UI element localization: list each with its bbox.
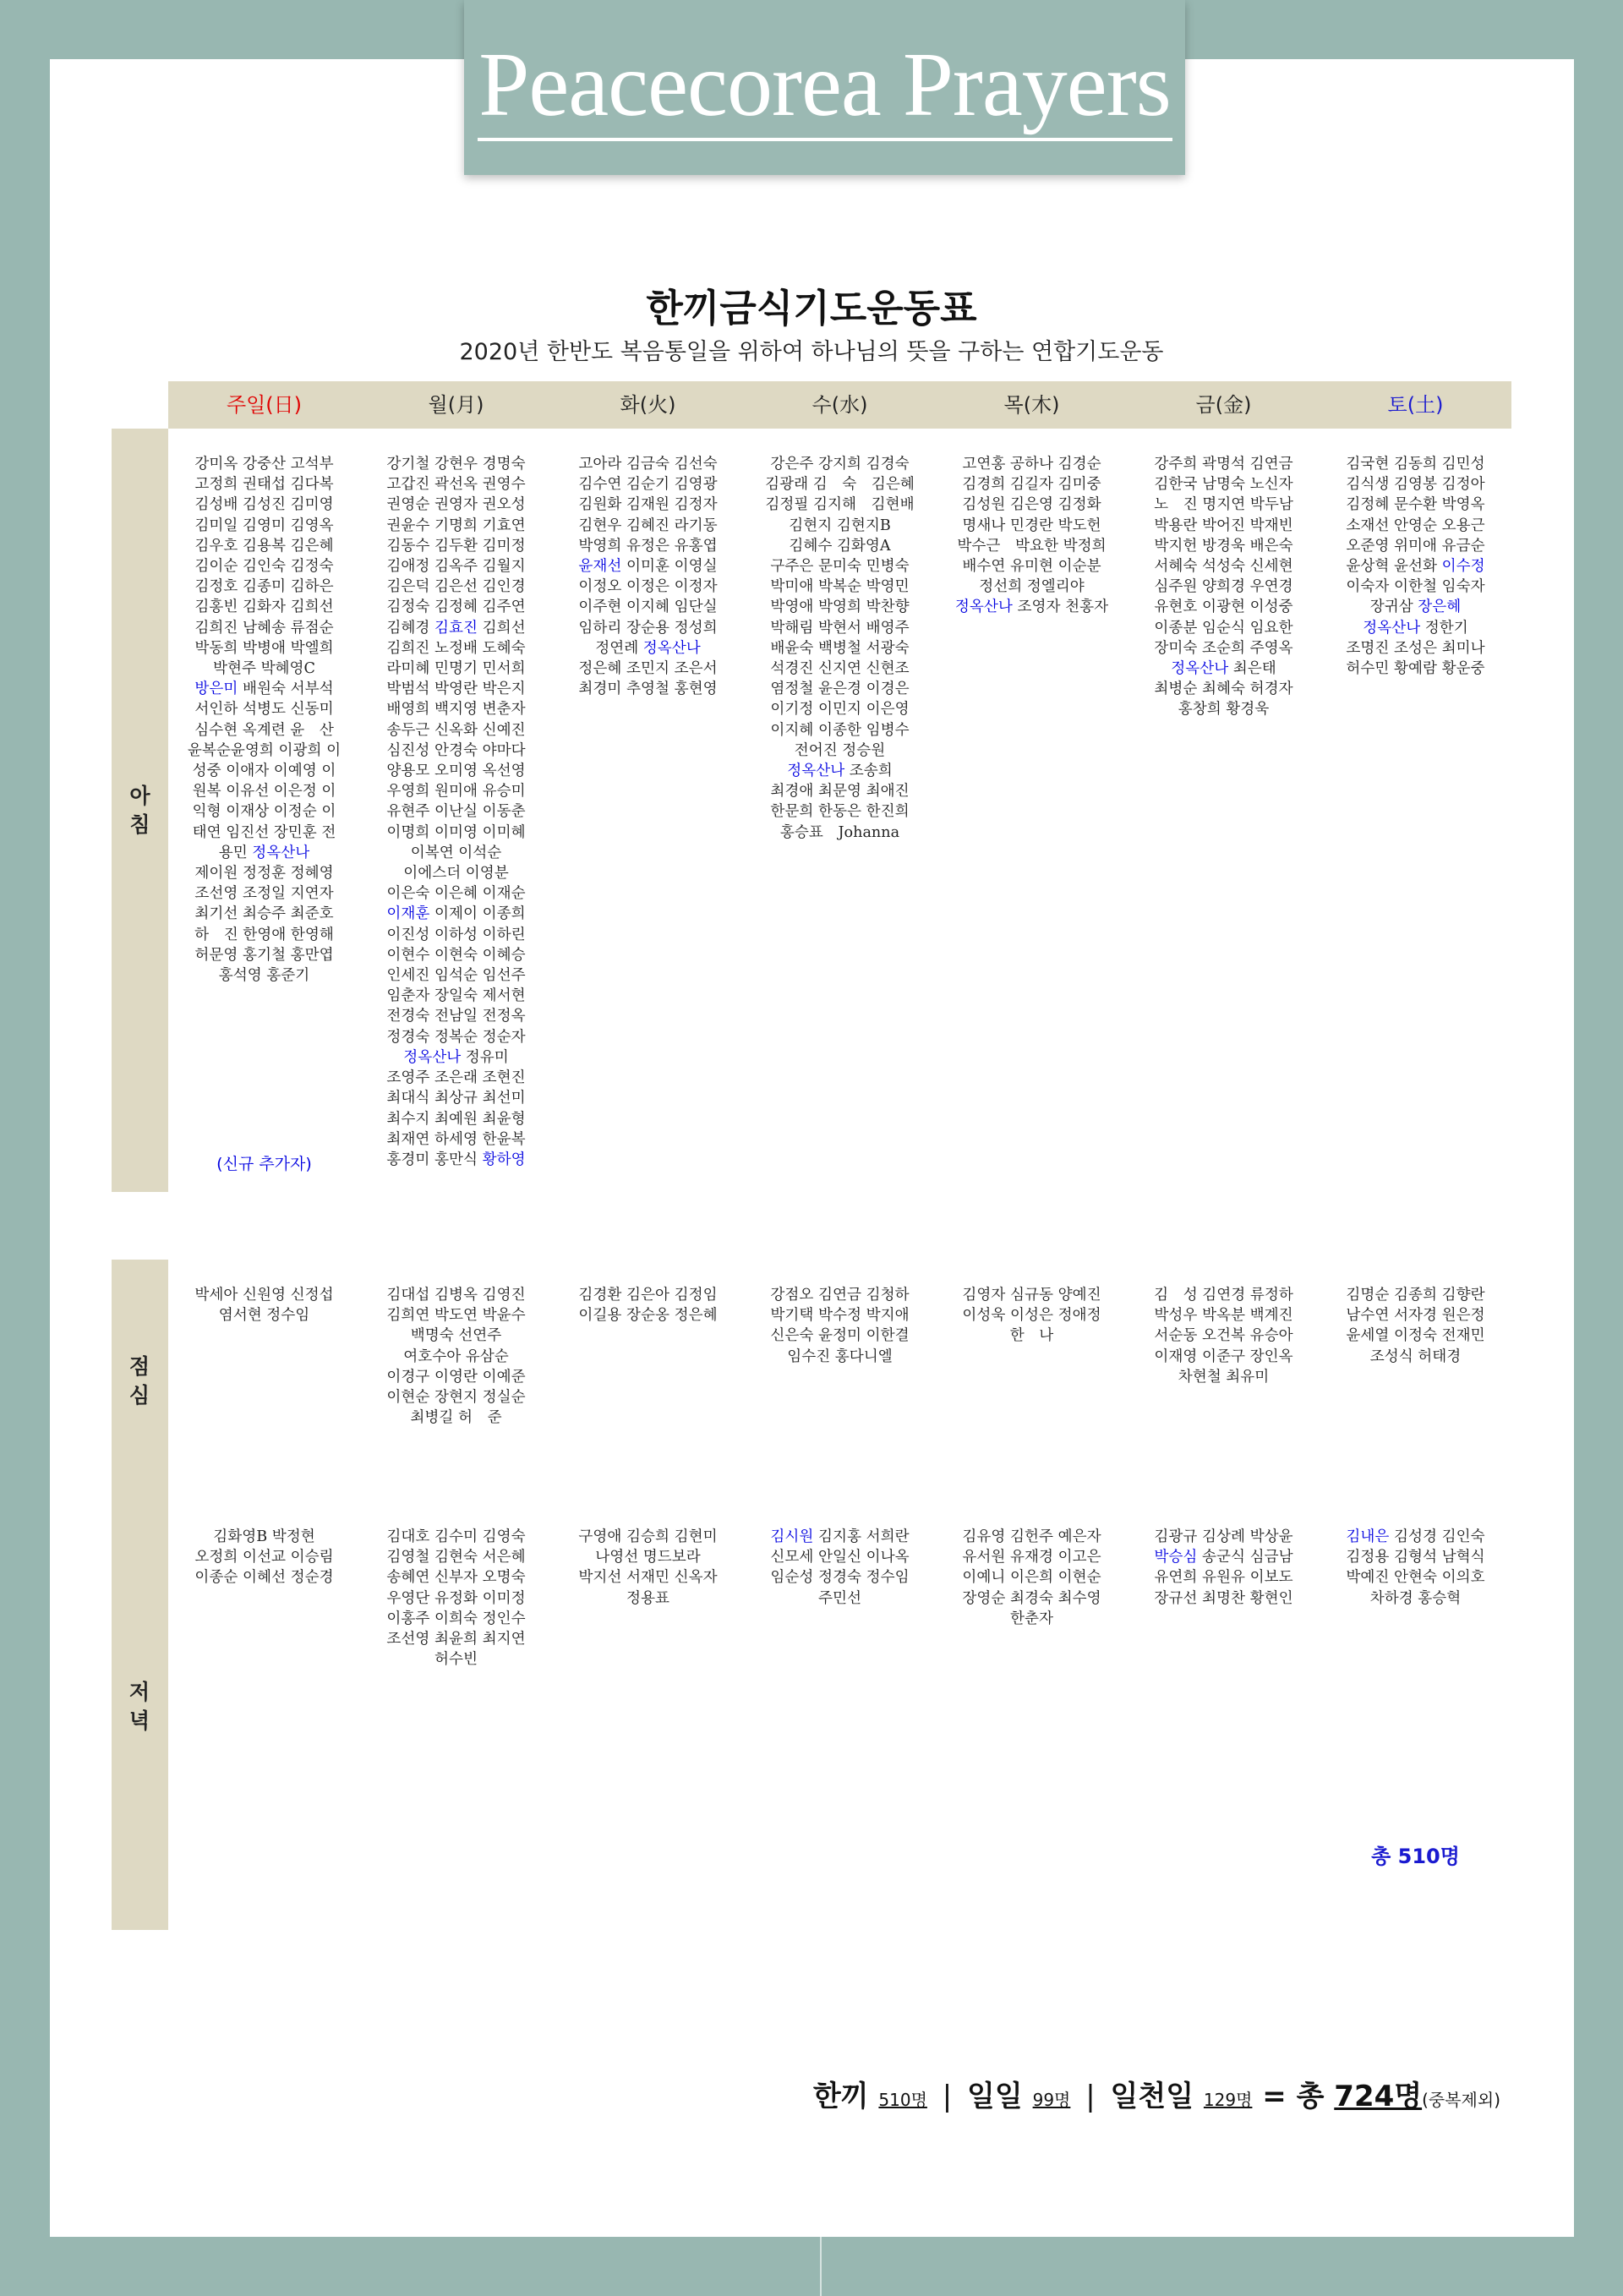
band-lunch-label: 점심	[128, 1354, 150, 1408]
lunch-saturday-names: 김명순 김종희 김향란 남수연 서자경 원은정 윤세열 이정숙 전재민 조성식 허태경	[1346, 1287, 1485, 1365]
document-subtitle: 2020년 한반도 복음통일을 위하여 하나님의 뜻을 구하는 연합기도운동	[459, 339, 1164, 365]
new-members-note: (신규 추가자)	[216, 1155, 312, 1173]
morning-thursday-names: 고연홍 공하나 김경순 김경희 김길자 김미중 김성원 김은영 김정화 명새나 민경란 박도헌 박수근 박요한 박정희 배수연 유미현 이순분 정선희 정엘리야 정옥산나 조영자 천홍자	[954, 456, 1109, 616]
banner-title: Peacecorea Prayers	[478, 34, 1171, 135]
summary-separator: |	[942, 2080, 953, 2113]
day-header-monday: 월(月)	[428, 393, 484, 417]
day-header-wednesday: 수(水)	[812, 393, 868, 417]
band-dinner-label: 저녁	[128, 1680, 150, 1733]
dinner-friday-names: 김광규 김상례 박상윤 박승심 송군식 심금남 유연희 유원유 이보도 장규선 최명찬 황현인	[1154, 1528, 1293, 1607]
summary-separator: |	[1085, 2080, 1096, 2113]
total-count-label: 총 510명	[1371, 1845, 1460, 1868]
morning-friday-names: 강주희 곽명석 김연금 김한국 남명숙 노신자 노 진 명지연 박두남 박용란 박어진 박재빈 박지헌 방경욱 배은숙 서혜숙 석성숙 신세현 심주원 양희경 우연경 유현호 이광현 이성중 이종분 임순식 임요한 장미숙 조순희 주영옥 정옥산나 최은태 최병순 최혜숙 허경자 홍창희 황경욱	[1154, 456, 1293, 719]
bottom-divider	[820, 2237, 822, 2296]
morning-sunday-names: 강미옥 강중산 고석부 고정희 권태섭 김다복 김성배 김성진 김미영 김미일 김영미 김영옥 김우호 김용복 김은혜 김이순 김인숙 김정숙 김정호 김종미 김하은 김홍빈 김화자 김희선 김희진 남혜송 류점순 박동희 박병애 박엘희 박현주 박혜영C 방은미 배원숙 서부석 서인하 석병도 신동미 심수현 옥계련 윤 산 윤복순윤영희 이광희 이 성중 이애자 이예영 이 원복 이유선 이은정 이 익형 이재상 이정순 이 태연 임진선 장민훈 전 용민 정옥산나 제이원 정정훈 정혜영 조선영 조정일 지연자 최기선 최승주 최준호 하 진 한영애 한영해 허문영 홍기철 홍만엽 홍석영 홍준기	[187, 456, 342, 985]
lunch-sunday-names: 박세아 신원영 신정섭 염서현 정수임	[194, 1287, 334, 1325]
day-header-tuesday: 화(火)	[620, 393, 676, 417]
day-header-row	[168, 381, 1511, 429]
day-header-sunday: 주일(日)	[226, 393, 303, 417]
lunch-tuesday-names: 김경환 김은아 김정임 이길용 장순옹 정은혜	[578, 1287, 718, 1325]
summary-equals-total: = 총	[1262, 2080, 1325, 2113]
summary-ilil-label: 일일	[967, 2080, 1023, 2113]
lunch-friday-names: 김 성 김연경 류정하 박성우 박옥분 백계진 서순동 오건복 유승아 이재영 이준구 장인옥 차현철 최유미	[1154, 1287, 1293, 1386]
summary-ilcheonil-label: 일천일	[1110, 2080, 1194, 2113]
summary-ilil-count: 99명	[1032, 2090, 1071, 2110]
document-title: 한끼금식기도운동표	[646, 286, 977, 331]
lunch-thursday-names: 김영자 심규동 양예진 이성욱 이성은 정애정 한 나	[962, 1287, 1101, 1345]
day-header-saturday: 토(土)	[1387, 393, 1444, 417]
morning-monday-names: 강기철 강현우 경명숙 고갑진 곽선옥 권영수 권영순 권영자 권오성 권윤수 기명희 기효연 김동수 김두환 김미정 김애정 김옥주 김월지 김은덕 김은선 김인경 김정숙 김정혜 김주연 김혜경 김효진 김희선 김희진 노정배 도혜숙 라미혜 민명기 민서희 박범석 박영란 박은지 배영희 백지영 변춘자 송두근 신옥화 신예진 심진성 안경숙 야마다 양용모 오미영 옥선영 우영희 원미애 유승미 유현주 이난실 이동춘 이명희 이미영 이미혜 이복연 이석순 이에스더 이영분 이은숙 이은혜 이재순 이재훈 이제이 이종희 이진성 이하성 이하린 이현수 이현숙 이혜승 인세진 임석순 임선주 임춘자 장일숙 제서현 전경숙 전남일 전정옥 정경숙 정복순 정순자 정옥산나 정유미 조영주 조은래 조현진 최대식 최상규 최선미 최수지 최예원 최윤형 최재연 하세영 한윤복 홍경미 홍만식 황하영	[386, 456, 526, 1168]
morning-tuesday-names: 고아라 김금숙 김선숙 김수연 김순기 김영광 김원화 김재원 김정자 김현우 김혜진 라기동 박영희 유정은 유홍엽 윤재선 이미훈 이영실 이정오 이정은 이정자 이주현 이지혜 임단실 임하리 장순용 정성희 정연례 정옥산나 정은혜 조민지 조은서 최경미 추영철 홍현영	[578, 456, 718, 698]
banner	[464, 0, 1185, 175]
dinner-wednesday-names: 김시원 김지홍 서희란 신모세 안일신 이나옥 임순성 정경숙 정수임 주민선	[770, 1528, 910, 1607]
morning-saturday-names: 김국현 김동희 김민성 김식생 김영봉 김정아 김정혜 문수환 박영옥 소재선 안영순 오용근 오준영 위미애 유금순 윤상혁 윤선화 이수정 이숙자 이한철 임숙자 장귀삼 장은혜 정옥산나 정한기 조명진 조성은 최미나 허수민 황예람 황운중	[1346, 456, 1485, 678]
summary-hanggi-label: 한끼	[812, 2080, 869, 2113]
summary-ilcheonil-count: 129명	[1203, 2090, 1253, 2110]
dinner-tuesday-names: 구영애 김승희 김현미 나영선 명드보라 박지선 서재민 신옥자 정용표	[578, 1528, 718, 1607]
dinner-sunday-names: 김화영B 박정현 오정희 이선교 이승림 이종순 이혜선 정순경	[194, 1528, 334, 1587]
lunch-wednesday-names: 강점오 김연금 김청하 박기택 박수정 박지애 신은숙 윤정미 이한결 임수진 홍다니엘	[770, 1287, 910, 1365]
summary-note: (중복제외)	[1422, 2090, 1500, 2110]
summary-hanggi-count: 510명	[878, 2090, 927, 2110]
day-header-thursday: 목(木)	[1003, 393, 1060, 417]
day-header-friday: 금(金)	[1195, 393, 1252, 417]
dinner-saturday-names: 김내은 김성경 김인숙 김정용 김형석 남혁식 박예진 안현숙 이의호 차하경 홍승혁	[1346, 1528, 1485, 1607]
lunch-monday-names: 김대섭 김병옥 김영진 김희연 박도연 박윤수 백명숙 선연주 여호수아 유삼순 이경구 이영란 이예준 이현순 장현지 정실순 최병길 허 준	[386, 1287, 526, 1427]
band-morning	[112, 429, 168, 1192]
dinner-thursday-names: 김유영 김헌주 예은자 유서원 유재경 이고은 이예니 이은희 이현순 장영순 최경숙 최수영 한춘자	[962, 1528, 1101, 1627]
summary-line	[813, 2073, 1500, 2114]
summary-total-count: 724명	[1334, 2080, 1423, 2113]
dinner-monday-names: 김대호 김수미 김영숙 김영철 김현숙 서은혜 송혜연 신부자 오명숙 우영단 유정화 이미정 이홍주 이희숙 정인수 조선영 최윤희 최지연 허수빈	[386, 1528, 526, 1669]
banner-underline	[478, 138, 1172, 141]
band-morning-label: 아침	[129, 783, 150, 837]
morning-wednesday-names: 강은주 강지희 김경숙 김광래 김 숙 김은혜 김정필 김지해 김현배 김현지 김현지B 김혜수 김화영A 구주은 문미숙 민병숙 박미애 박복순 박영민 박영애 박영희 박찬향 박해림 박현서 배영주 배윤숙 백병철 서광숙 석경진 신지연 신현조 염정철 윤은경 이경은 이기정 이민지 이은영 이지혜 이종한 임병수 전어진 정승원 정옥산나 조송희 최경애 최문영 최애진 한문희 한동은 한진희 홍승표 Johanna	[765, 456, 915, 841]
